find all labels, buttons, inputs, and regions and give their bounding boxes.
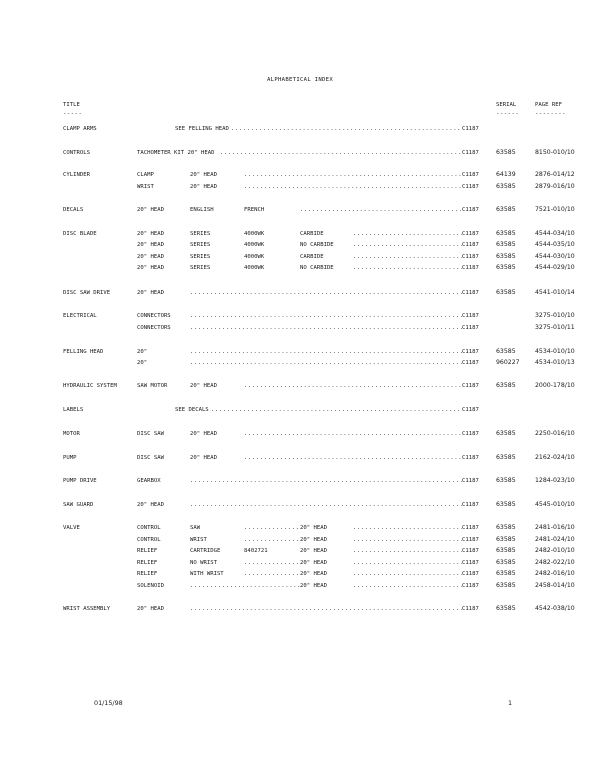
page-reference: 4542-038/10 (535, 605, 575, 612)
catalog-ref: C1187 (462, 290, 479, 296)
entry-title: HYDRAULIC SYSTEM (63, 383, 117, 389)
entry-desc-1: 20" (137, 349, 148, 355)
page-reference: 2876-014/12 (535, 171, 575, 178)
entry-desc-2: 20" HEAD (190, 172, 217, 178)
entry-desc-1: 20" HEAD (137, 231, 164, 237)
entry-desc-4: 20" HEAD (300, 537, 327, 543)
entry-desc-4: 20" HEAD (300, 571, 327, 577)
serial-number: 63585 (496, 183, 516, 190)
leader-dots (244, 535, 300, 545)
serial-number: 63585 (496, 430, 516, 437)
catalog-ref: C1187 (462, 313, 479, 319)
leader-dots (190, 347, 462, 357)
page-reference: 4544-035/10 (535, 241, 575, 248)
entry-desc-1: CONTROL (137, 525, 161, 531)
page-number: 1 (508, 699, 513, 707)
entry-title: DISC BLADE (63, 231, 97, 237)
table-row (0, 381, 600, 391)
cross-reference: SEE DECALS (175, 407, 209, 413)
entry-desc-1: SOLENOID (137, 583, 164, 589)
entry-desc-1: RELIEF (137, 548, 158, 554)
catalog-ref: C1187 (462, 478, 479, 484)
entry-desc-2: SERIES (190, 254, 211, 260)
leader-dots (353, 240, 462, 250)
leader-dots (244, 429, 462, 439)
entry-desc-2: SERIES (190, 231, 211, 237)
entry-desc-1: RELIEF (137, 560, 158, 566)
table-row (0, 500, 600, 510)
leader-dots (190, 500, 462, 510)
leader-dots (353, 581, 462, 591)
entry-title: MOTOR (63, 431, 80, 437)
entry-desc-2: NO WRIST (190, 560, 217, 566)
page-reference: 4544-030/10 (535, 253, 575, 260)
page-reference: 2000-178/10 (535, 382, 575, 389)
catalog-ref: C1187 (462, 455, 479, 461)
entry-desc-2: 20" HEAD (190, 431, 217, 437)
page-reference: 3275-010/11 (535, 324, 575, 331)
entry-desc-4: 20" HEAD (300, 560, 327, 566)
serial-number: 63585 (496, 524, 516, 531)
entry-title: DECALS (63, 207, 84, 213)
table-row (0, 358, 600, 368)
leader-dots (190, 581, 300, 591)
entry-desc-4: CARBIDE (300, 254, 324, 260)
leader-dots (300, 205, 462, 215)
catalog-ref: C1187 (462, 560, 479, 566)
page-reference: 1284-023/10 (535, 477, 575, 484)
serial-number: 63585 (496, 547, 516, 554)
entry-desc-1: DISC SAW (137, 431, 164, 437)
serial-number: 63585 (496, 605, 516, 612)
leader-dots (244, 170, 462, 180)
entry-desc-1: CONNECTORS (137, 325, 171, 331)
table-row (0, 148, 600, 158)
leader-dots (190, 323, 462, 333)
entry-title: DISC SAW DRIVE (63, 290, 111, 296)
leader-dots (244, 558, 300, 568)
serial-number: 63585 (496, 382, 516, 389)
table-row (0, 182, 600, 192)
entry-desc-3: 4000WK (244, 254, 265, 260)
title-column-rule: ----- (63, 111, 83, 117)
table-row (0, 347, 600, 357)
serial-number: 63585 (496, 289, 516, 296)
catalog-ref: C1187 (462, 383, 479, 389)
table-row (0, 263, 600, 273)
table-row (0, 405, 600, 415)
page-reference: 2458-014/10 (535, 582, 575, 589)
entry-desc-1: 20" HEAD (137, 242, 164, 248)
serial-number: 63585 (496, 348, 516, 355)
catalog-ref: C1187 (462, 231, 479, 237)
catalog-ref: C1187 (462, 265, 479, 271)
entry-desc-2: SERIES (190, 242, 211, 248)
serial-number: 63585 (496, 477, 516, 484)
leader-dots (353, 523, 462, 533)
catalog-ref: C1187 (462, 184, 479, 190)
entry-desc-4: NO CARBIDE (300, 265, 334, 271)
catalog-ref: C1187 (462, 242, 479, 248)
serial-number: 960227 (496, 359, 520, 366)
catalog-ref: C1187 (462, 126, 479, 132)
entry-desc-1: WRIST (137, 184, 154, 190)
table-row (0, 323, 600, 333)
page-reference: 3275-010/10 (535, 312, 575, 319)
entry-desc-1: 20" HEAD (137, 606, 164, 612)
entry-desc-1: CONNECTORS (137, 313, 171, 319)
entry-desc-2: WITH WRIST (190, 571, 224, 577)
entry-desc-4: 20" HEAD (300, 583, 327, 589)
page-reference: 2482-016/10 (535, 570, 575, 577)
leader-dots (244, 381, 462, 391)
page-reference: 2879-016/10 (535, 183, 575, 190)
leader-dots (244, 182, 462, 192)
leader-dots (244, 453, 462, 463)
cross-reference: TACHOMETER KIT 20" HEAD (137, 150, 215, 156)
entry-title: CLAMP ARMS (63, 126, 97, 132)
leader-dots (353, 558, 462, 568)
entry-desc-3: 4000WK (244, 265, 265, 271)
leader-dots (231, 124, 462, 134)
leader-dots (190, 476, 462, 486)
leader-dots (244, 569, 300, 579)
catalog-ref: C1187 (462, 254, 479, 260)
leader-dots (244, 523, 300, 533)
table-row (0, 429, 600, 439)
pageref-column-header: PAGE REF (535, 102, 562, 108)
entry-desc-1: 20" HEAD (137, 254, 164, 260)
entry-desc-4: 20" HEAD (300, 548, 327, 554)
table-row (0, 205, 600, 215)
entry-desc-2: 20" HEAD (190, 455, 217, 461)
serial-number: 63585 (496, 230, 516, 237)
table-row (0, 229, 600, 239)
entry-title: CYLINDER (63, 172, 90, 178)
table-row (0, 535, 600, 545)
entry-desc-1: CLAMP (137, 172, 154, 178)
table-row (0, 604, 600, 614)
table-row (0, 124, 600, 134)
page-reference: 4544-029/10 (535, 264, 575, 271)
leader-dots (353, 252, 462, 262)
page-reference: 4534-010/10 (535, 348, 575, 355)
serial-number: 63585 (496, 454, 516, 461)
serial-column-rule: ------ (496, 111, 520, 117)
catalog-ref: C1187 (462, 502, 479, 508)
catalog-ref: C1187 (462, 525, 479, 531)
entry-title: ELECTRICAL (63, 313, 97, 319)
entry-title: SAW GUARD (63, 502, 94, 508)
catalog-ref: C1187 (462, 150, 479, 156)
catalog-ref: C1187 (462, 548, 479, 554)
entry-desc-1: 20" (137, 360, 148, 366)
table-row (0, 311, 600, 321)
serial-number: 63585 (496, 570, 516, 577)
serial-number: 63585 (496, 582, 516, 589)
footer-date: 01/15/98 (94, 699, 123, 707)
leader-dots (190, 311, 462, 321)
entry-desc-2: 20" HEAD (190, 184, 217, 190)
leader-dots (220, 148, 462, 158)
table-row (0, 569, 600, 579)
serial-number: 64139 (496, 171, 516, 178)
catalog-ref: C1187 (462, 349, 479, 355)
page-reference: 2162-024/10 (535, 454, 575, 461)
entry-title: FELLING HEAD (63, 349, 104, 355)
entry-desc-1: 20" HEAD (137, 290, 164, 296)
entry-desc-1: 20" HEAD (137, 265, 164, 271)
entry-desc-3: 4000WK (244, 242, 265, 248)
entry-desc-3: 4000WK (244, 231, 265, 237)
page-reference: 2482-022/10 (535, 559, 575, 566)
serial-number: 63585 (496, 253, 516, 260)
page-reference: 4541-010/14 (535, 289, 575, 296)
entry-title: VALVE (63, 525, 80, 531)
entry-desc-2: SERIES (190, 265, 211, 271)
table-row (0, 558, 600, 568)
table-row (0, 453, 600, 463)
page-reference: 8150-010/10 (535, 149, 575, 156)
catalog-ref: C1187 (462, 571, 479, 577)
entry-desc-1: RELIEF (137, 571, 158, 577)
page-reference: 4545-010/10 (535, 501, 575, 508)
table-row (0, 581, 600, 591)
table-row (0, 252, 600, 262)
leader-dots (190, 604, 462, 614)
entry-title: PUMP (63, 455, 77, 461)
title-column-header: TITLE (63, 102, 80, 108)
page-reference: 2481-016/10 (535, 524, 575, 531)
entry-desc-3: FRENCH (244, 207, 265, 213)
entry-desc-2: SAW (190, 525, 201, 531)
leader-dots (353, 263, 462, 273)
entry-desc-1: 20" HEAD (137, 207, 164, 213)
entry-desc-1: CONTROL (137, 537, 161, 543)
table-row (0, 288, 600, 298)
page-reference: 2481-024/10 (535, 536, 575, 543)
leader-dots (353, 546, 462, 556)
entry-desc-4: CARBIDE (300, 231, 324, 237)
catalog-ref: C1187 (462, 606, 479, 612)
leader-dots (190, 358, 462, 368)
page-reference: 4544-034/10 (535, 230, 575, 237)
leader-dots (190, 288, 462, 298)
entry-title: CONTROLS (63, 150, 90, 156)
entry-desc-1: 20" HEAD (137, 502, 164, 508)
entry-desc-1: SAW MOTOR (137, 383, 168, 389)
catalog-ref: C1187 (462, 207, 479, 213)
catalog-ref: C1187 (462, 325, 479, 331)
serial-number: 63585 (496, 559, 516, 566)
entry-desc-2: 20" HEAD (190, 383, 217, 389)
table-row (0, 476, 600, 486)
page-reference: 7521-010/10 (535, 206, 575, 213)
catalog-ref: C1187 (462, 583, 479, 589)
serial-number: 63585 (496, 264, 516, 271)
serial-number: 63585 (496, 149, 516, 156)
entry-desc-4: NO CARBIDE (300, 242, 334, 248)
entry-desc-2: CARTRIDGE (190, 548, 221, 554)
catalog-ref: C1187 (462, 407, 479, 413)
table-row (0, 523, 600, 533)
catalog-ref: C1187 (462, 431, 479, 437)
table-row (0, 240, 600, 250)
entry-desc-2: WRIST (190, 537, 207, 543)
entry-title: LABELS (63, 407, 84, 413)
leader-dots (353, 229, 462, 239)
cross-reference: SEE FELLING HEAD (175, 126, 229, 132)
entry-title: WRIST ASSEMBLY (63, 606, 111, 612)
serial-number: 63585 (496, 501, 516, 508)
catalog-ref: C1187 (462, 172, 479, 178)
entry-desc-3: 8402721 (244, 548, 268, 554)
page-reference: 2482-010/10 (535, 547, 575, 554)
entry-title: PUMP DRIVE (63, 478, 97, 484)
page-reference: 2250-016/10 (535, 430, 575, 437)
serial-number: 63585 (496, 536, 516, 543)
leader-dots (353, 569, 462, 579)
page-reference: 4534-010/13 (535, 359, 575, 366)
leader-dots (211, 405, 462, 415)
table-row (0, 546, 600, 556)
table-row (0, 170, 600, 180)
catalog-ref: C1187 (462, 360, 479, 366)
serial-column-header: SERIAL (496, 102, 517, 108)
entry-desc-2: ENGLISH (190, 207, 214, 213)
page-heading: ALPHABETICAL INDEX (266, 77, 334, 83)
entry-desc-1: DISC SAW (137, 455, 164, 461)
entry-desc-4: 20" HEAD (300, 525, 327, 531)
serial-number: 63585 (496, 206, 516, 213)
serial-number: 63585 (496, 241, 516, 248)
pageref-column-rule: -------- (535, 111, 566, 117)
leader-dots (353, 535, 462, 545)
catalog-ref: C1187 (462, 537, 479, 543)
entry-desc-1: GEARBOX (137, 478, 161, 484)
